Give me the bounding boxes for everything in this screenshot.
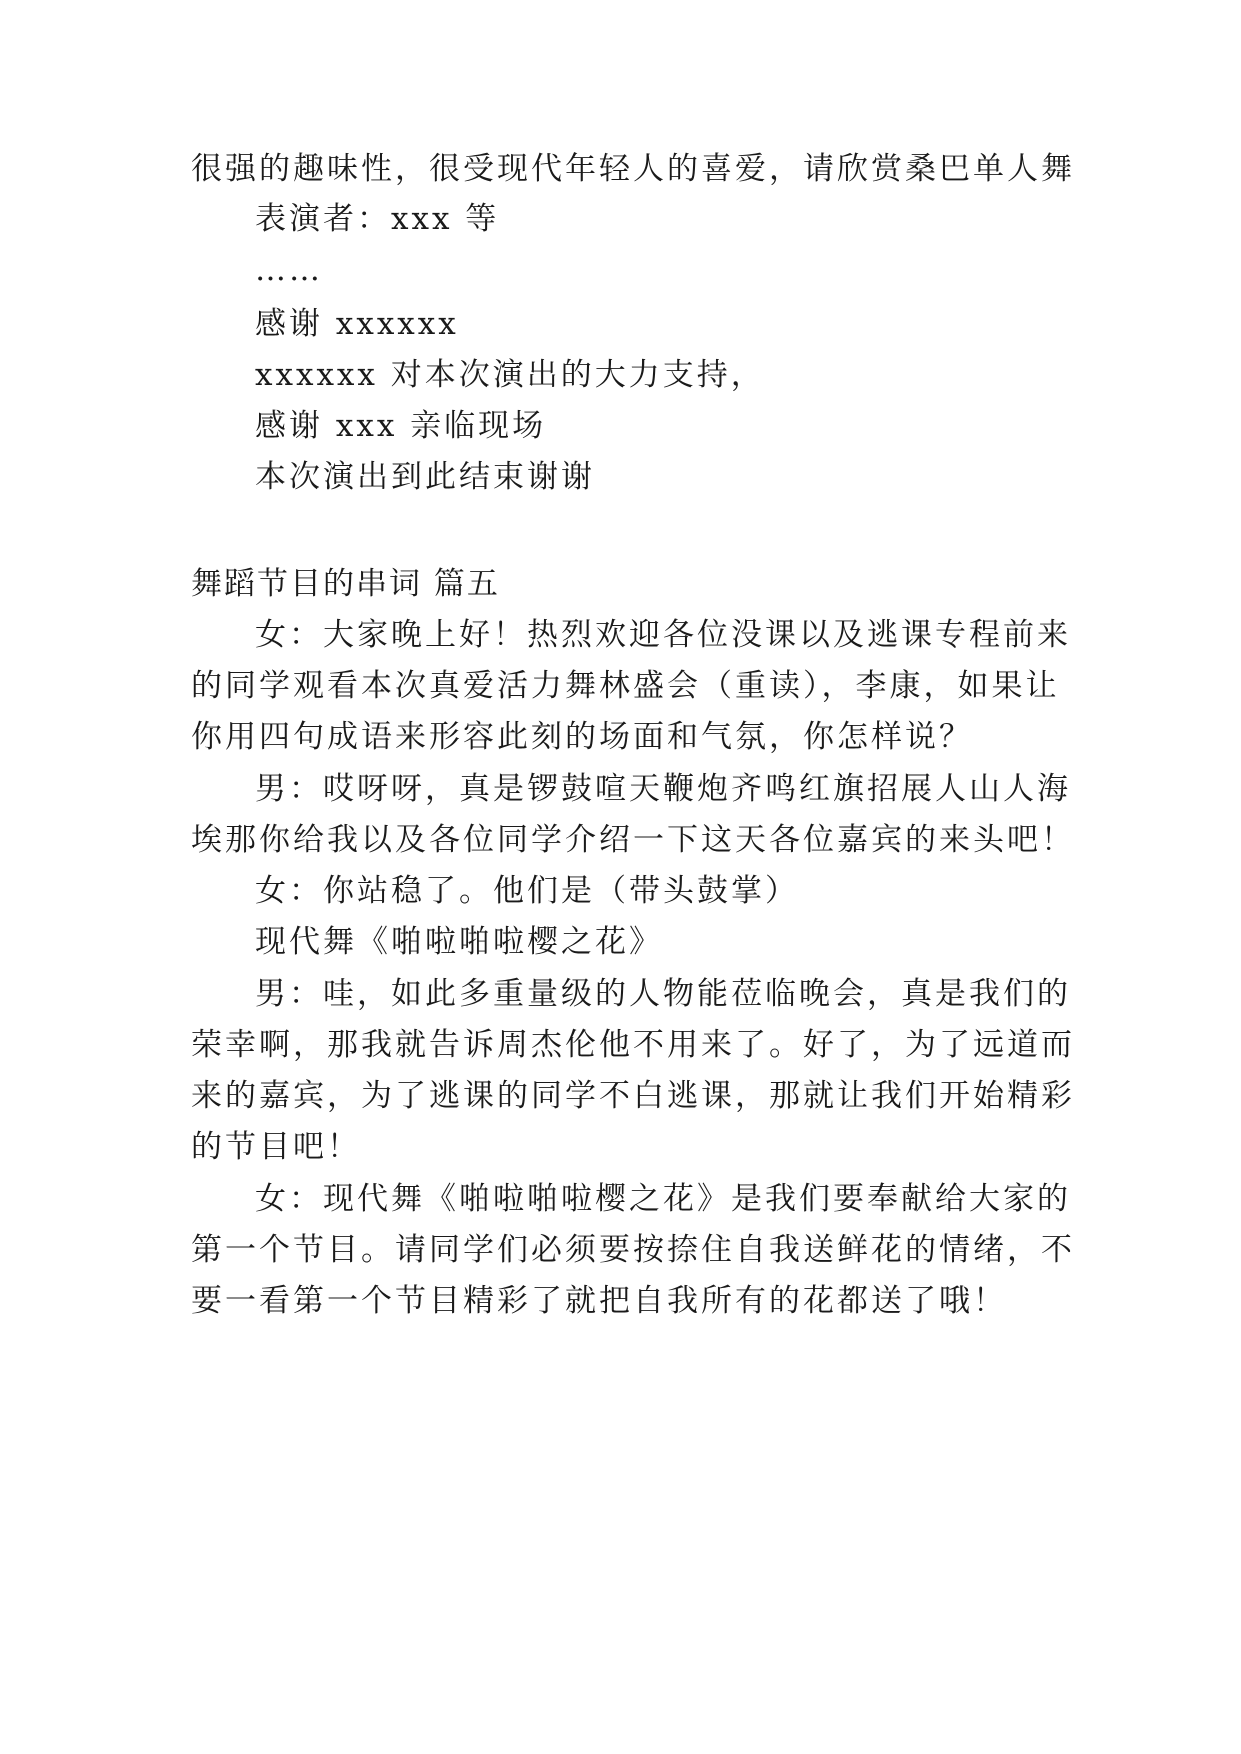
text-line: 荣幸啊，那我就告诉周杰伦他不用来了。好了，为了远道而 (191, 1027, 1075, 1063)
section-heading: 舞蹈节目的串词 篇五 (191, 566, 500, 602)
text-line: 女：你站稳了。他们是（带头鼓掌） (255, 873, 799, 909)
text-line: 第一个节目。请同学们必须要按捺住自我送鲜花的情绪，不 (191, 1232, 1075, 1268)
text-line: 现代舞《啪啦啪啦樱之花》 (255, 924, 663, 960)
text-line: 的同学观看本次真爱活力舞林盛会（重读），李康，如果让 (191, 668, 1060, 704)
text-line: 很强的趣味性，很受现代年轻人的喜爱，请欣赏桑巴单人舞 (191, 151, 1075, 187)
text-line: …… (255, 252, 323, 288)
text-line: 女：大家晚上好！热烈欢迎各位没课以及逃课专程前来 (255, 617, 1071, 653)
text-line: 要一看第一个节目精彩了就把自我所有的花都送了哦！ (191, 1283, 1007, 1319)
text-line: 感谢 xxx 亲临现场 (255, 408, 547, 444)
text-line: xxxxxx 对本次演出的大力支持， (255, 357, 765, 393)
text-line: 男：哎呀呀，真是锣鼓喧天鞭炮齐鸣红旗招展人山人海 (255, 771, 1071, 807)
text-line: 感谢 xxxxxx (255, 306, 459, 342)
text-line: 本次演出到此结束谢谢 (255, 459, 595, 495)
text-line: 男：哇，如此多重量级的人物能莅临晚会，真是我们的 (255, 976, 1071, 1012)
text-line: 的节目吧！ (191, 1129, 361, 1165)
text-line: 表演者：xxx 等 (255, 201, 500, 237)
text-line: 女：现代舞《啪啦啪啦樱之花》是我们要奉献给大家的 (255, 1181, 1071, 1217)
text-line: 埃那你给我以及各位同学介绍一下这天各位嘉宾的来头吧！ (191, 822, 1075, 858)
text-line: 来的嘉宾，为了逃课的同学不白逃课，那就让我们开始精彩 (191, 1078, 1075, 1114)
text-line: 你用四句成语来形容此刻的场面和气氛，你怎样说？ (191, 719, 973, 755)
